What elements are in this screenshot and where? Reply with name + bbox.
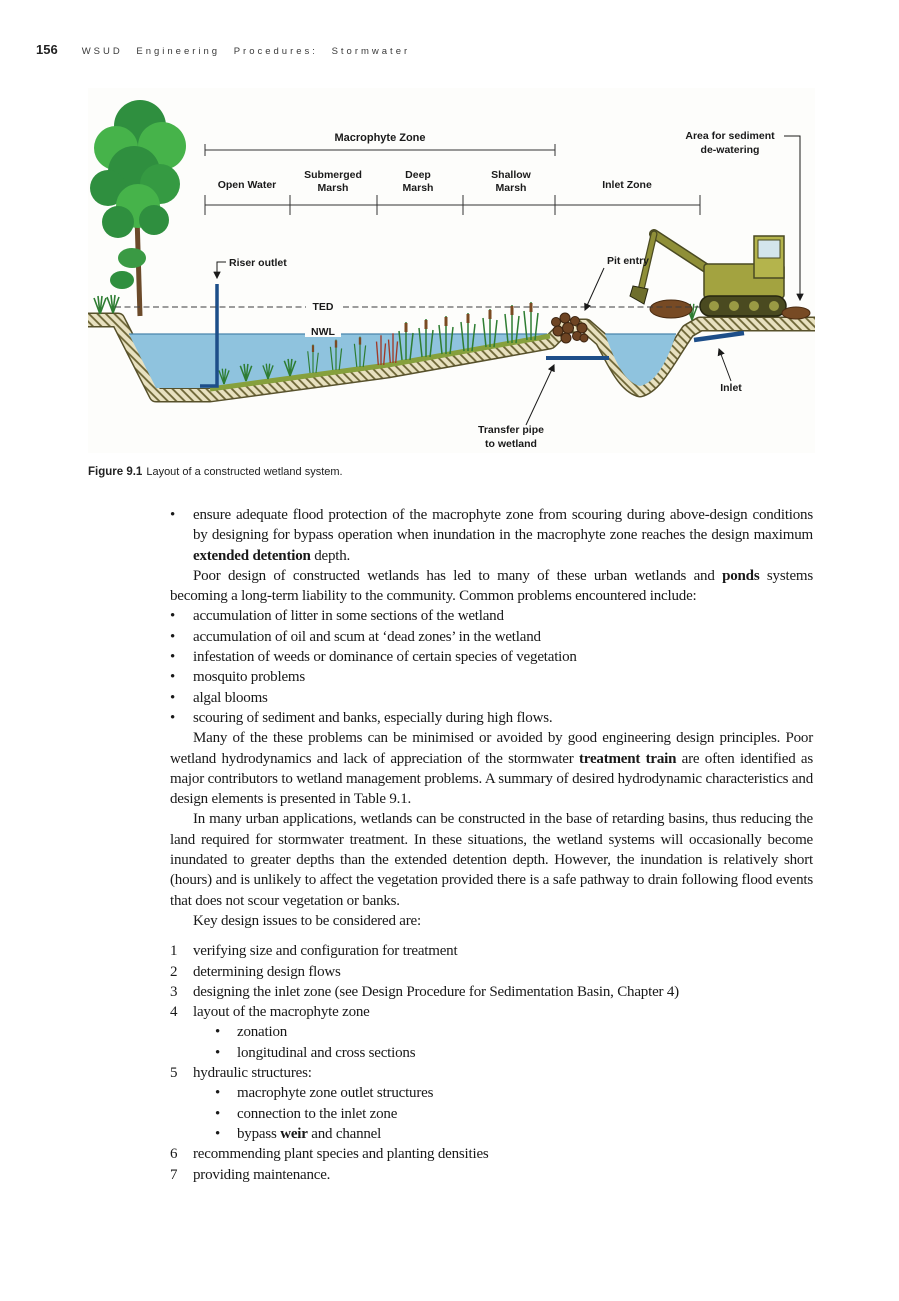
design-issue-5-sub-outlet xyxy=(215,1083,813,1103)
list-item-text: layout of the macrophyte zone xyxy=(193,1004,370,1021)
design-issue-4-sub-zonation xyxy=(215,1022,813,1042)
label-pit-entry: Pit entry xyxy=(606,255,650,267)
running-header-title: WSUD Engineering Procedures: Stormwater xyxy=(81,46,411,57)
text-segment: ensure adequate flood protection of the macrophyte zone from scouring during above-design conditions by designing for bypass operation when inundation in the macrophyte zone reaches the design maximum xyxy=(193,507,813,544)
label-transfer-pipe-line1: Transfer pipe xyxy=(478,424,544,436)
list-item-problem-mosquito xyxy=(170,667,813,687)
label-deep-marsh-line2: Marsh xyxy=(402,182,434,194)
label-deep-marsh-line1: Deep xyxy=(405,169,431,181)
label-shallow-marsh-line1: Shallow xyxy=(491,169,531,181)
list-item-text: infestation of weeds or dominance of certain species of vegetation xyxy=(193,649,577,666)
design-issue-1 xyxy=(170,941,813,961)
design-issue-4-sub-sections xyxy=(215,1043,813,1063)
bullet-marker: • xyxy=(215,1044,221,1061)
figure-caption-label: Figure 9.1 xyxy=(88,466,143,478)
label-riser-outlet: Riser outlet xyxy=(229,257,287,269)
list-item-text: verifying size and configuration for treatment xyxy=(193,943,458,960)
list-item-text xyxy=(237,1124,813,1144)
text-segment: and channel xyxy=(307,1125,382,1142)
label-inlet-zone: Inlet Zone xyxy=(602,179,652,191)
bullet-marker: • xyxy=(170,649,176,666)
bullet-marker: • xyxy=(170,507,176,523)
wetland-diagram xyxy=(88,88,815,453)
label-open-water: Open Water xyxy=(217,179,277,191)
list-item-text: providing maintenance. xyxy=(193,1166,331,1183)
paragraph-many-problems xyxy=(170,728,813,809)
paragraph-poor-design xyxy=(170,566,813,607)
design-issues-list xyxy=(170,941,813,1185)
design-issue-7 xyxy=(170,1165,813,1185)
text-segment: Many of the these problems can be minimised or avoided by good engineering design principles. Poor wetland hydrodynamics and lack of appreciation of the stormwater xyxy=(170,730,813,767)
paragraph-key-design-issues: Key design issues to be considered are: xyxy=(193,912,421,929)
bullet-marker: • xyxy=(215,1125,221,1142)
list-item-text: macrophyte zone outlet structures xyxy=(237,1085,434,1102)
label-macrophyte-zone: Macrophyte Zone xyxy=(334,132,426,144)
text-segment: bypass xyxy=(237,1125,281,1142)
list-item-problem-litter xyxy=(170,606,813,626)
design-issue-5 xyxy=(170,1063,813,1083)
bullet-marker: • xyxy=(170,669,176,686)
label-transfer-pipe-line2: to wetland xyxy=(485,438,537,450)
list-item-text: designing the inlet zone (see Design Procedure for Sedimentation Basin, Chapter 4) xyxy=(193,983,679,1000)
dewatering-sediment-pile-icon xyxy=(782,307,810,319)
sediment-mound-icon xyxy=(650,300,692,318)
number-marker: 3 xyxy=(170,983,178,1000)
text-segment: systems becoming a long-term liability to the community. Common problems encountered include: xyxy=(170,567,814,605)
design-issue-6 xyxy=(170,1144,813,1164)
number-marker: 2 xyxy=(170,963,178,980)
body-text-column xyxy=(170,505,813,1185)
list-item-text: recommending plant species and planting densities xyxy=(193,1146,489,1163)
list-item-problem-algal xyxy=(170,688,813,708)
number-marker: 1 xyxy=(170,943,178,960)
running-header xyxy=(36,42,410,57)
label-inlet: Inlet xyxy=(720,382,742,394)
figure-caption xyxy=(88,466,343,478)
bullet-marker: • xyxy=(170,689,176,706)
text-segment: are often identified as major contributors to wetland management problems. A summary of desired hydrodynamic characteristics and design elements is presented in Table 9.1. xyxy=(170,750,813,808)
figure-caption-text: Layout of a constructed wetland system. xyxy=(146,466,343,478)
figure-9-1 xyxy=(88,88,815,453)
design-issue-3 xyxy=(170,982,813,1002)
list-item-text: longitudinal and cross sections xyxy=(237,1044,416,1061)
label-nwl: NWL xyxy=(311,326,335,338)
list-item-text: zonation xyxy=(237,1024,288,1041)
design-issue-5-sub-bypass-weir xyxy=(215,1124,813,1144)
paragraph-urban-applications: In many urban applications, wetlands can be constructed in the base of retarding basins, thus reducing the land required for stormwater treatment. In these situations, the wetland systems will occasionally become inundated to greater depths than the extended detention depth. However, the inundation is relatively short (hours) and is unlikely to affect the vegetation provided there is a safe pathway to drain following flood events that does not scour vegetation or banks. xyxy=(170,811,813,909)
bold-extended-detention: extended detention xyxy=(193,547,311,564)
number-marker: 7 xyxy=(170,1166,178,1183)
list-item-text: accumulation of oil and scum at ‘dead zones’ in the wetland xyxy=(193,628,541,645)
bullet-marker: • xyxy=(215,1085,221,1102)
bullet-marker: • xyxy=(215,1105,221,1122)
list-item-text: accumulation of litter in some sections of the wetland xyxy=(193,608,504,625)
number-marker: 6 xyxy=(170,1146,178,1163)
list-item-text: algal blooms xyxy=(193,689,268,706)
list-item-text: connection to the inlet zone xyxy=(237,1105,398,1122)
label-area-sediment-line2: de-watering xyxy=(700,144,760,156)
label-submerged-marsh-line2: Marsh xyxy=(317,182,349,194)
list-item-text xyxy=(193,505,813,566)
label-submerged-marsh-line1: Submerged xyxy=(304,169,362,181)
bullet-marker: • xyxy=(215,1024,221,1041)
list-item-flood-protection xyxy=(170,505,813,566)
label-area-sediment-line1: Area for sediment xyxy=(685,130,775,142)
list-item-text: hydraulic structures: xyxy=(193,1065,312,1082)
bullet-marker: • xyxy=(170,628,176,645)
bullet-marker: • xyxy=(170,608,176,625)
list-item-problem-scouring xyxy=(170,708,813,728)
bold-treatment-train: treatment train xyxy=(578,750,677,767)
text-segment: depth. xyxy=(310,547,351,564)
design-issue-4 xyxy=(170,1002,813,1022)
design-issue-5-sub-connection xyxy=(215,1104,813,1124)
label-shallow-marsh-line2: Marsh xyxy=(495,182,527,194)
list-item-problem-weeds xyxy=(170,647,813,667)
number-marker: 5 xyxy=(170,1065,178,1082)
bullet-marker: • xyxy=(170,709,176,726)
bold-weir: weir xyxy=(280,1125,308,1142)
label-ted: TED xyxy=(312,301,334,313)
design-issue-2 xyxy=(170,962,813,982)
list-item-text: determining design flows xyxy=(193,963,341,980)
list-item-text: mosquito problems xyxy=(193,669,306,686)
text-segment: Poor design of constructed wetlands has led to many of these urban wetlands and xyxy=(193,567,723,584)
list-item-problem-oil-scum xyxy=(170,627,813,647)
list-item-text: scouring of sediment and banks, especially during high flows. xyxy=(193,709,553,726)
bold-ponds: ponds xyxy=(722,567,760,584)
number-marker: 4 xyxy=(170,1004,178,1021)
page-number: 156 xyxy=(36,42,58,57)
